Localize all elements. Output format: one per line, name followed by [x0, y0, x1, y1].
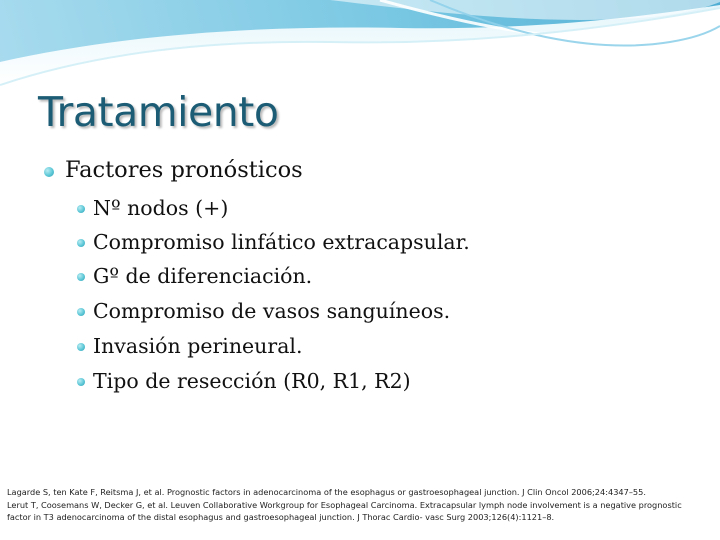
- bullet-dot-icon: [77, 273, 85, 281]
- sub-bullet: Gº de diferenciación.: [93, 264, 313, 288]
- references: [7, 486, 707, 524]
- sub-bullet: Tipo de resección (R0, R1, R2): [93, 369, 411, 393]
- bullet-dot-icon: [77, 343, 85, 351]
- sub-bullet: Nº nodos (+): [93, 196, 229, 220]
- sub-bullet: Compromiso de vasos sanguíneos.: [93, 299, 451, 323]
- reference-2: Lerut T, Coosemans W, Decker G, et al. Leuven Collaborative Workgroup for Esophageal Carcinoma. Extracapsular lymph node involvement is a negative prognostic factor in T3 adenocarcinoma of the distal esophagus and gastroesophageal junction. J Thorac Cardio- vasc Surg 2003;126(4):1121–8.: [7, 499, 682, 522]
- bullet-dot-icon: [77, 378, 85, 386]
- bullet-dot-icon: [77, 308, 85, 316]
- bullet-dot-icon: [77, 205, 85, 213]
- bullet-dot-icon: [77, 239, 85, 247]
- sub-bullet: Invasión perineural.: [93, 334, 303, 358]
- bullet-dot-icon: [44, 167, 54, 177]
- slide-title: Tratamiento: [38, 88, 279, 136]
- sub-bullet: Compromiso linfático extracapsular.: [93, 230, 470, 254]
- reference-1: Lagarde S, ten Kate F, Reitsma J, et al. Prognostic factors in adenocarcinoma of the esophagus or gastroesophageal junction. J Clin Oncol 2006;24:4347–55.: [7, 487, 646, 497]
- main-bullet: Factores pronósticos: [65, 157, 303, 183]
